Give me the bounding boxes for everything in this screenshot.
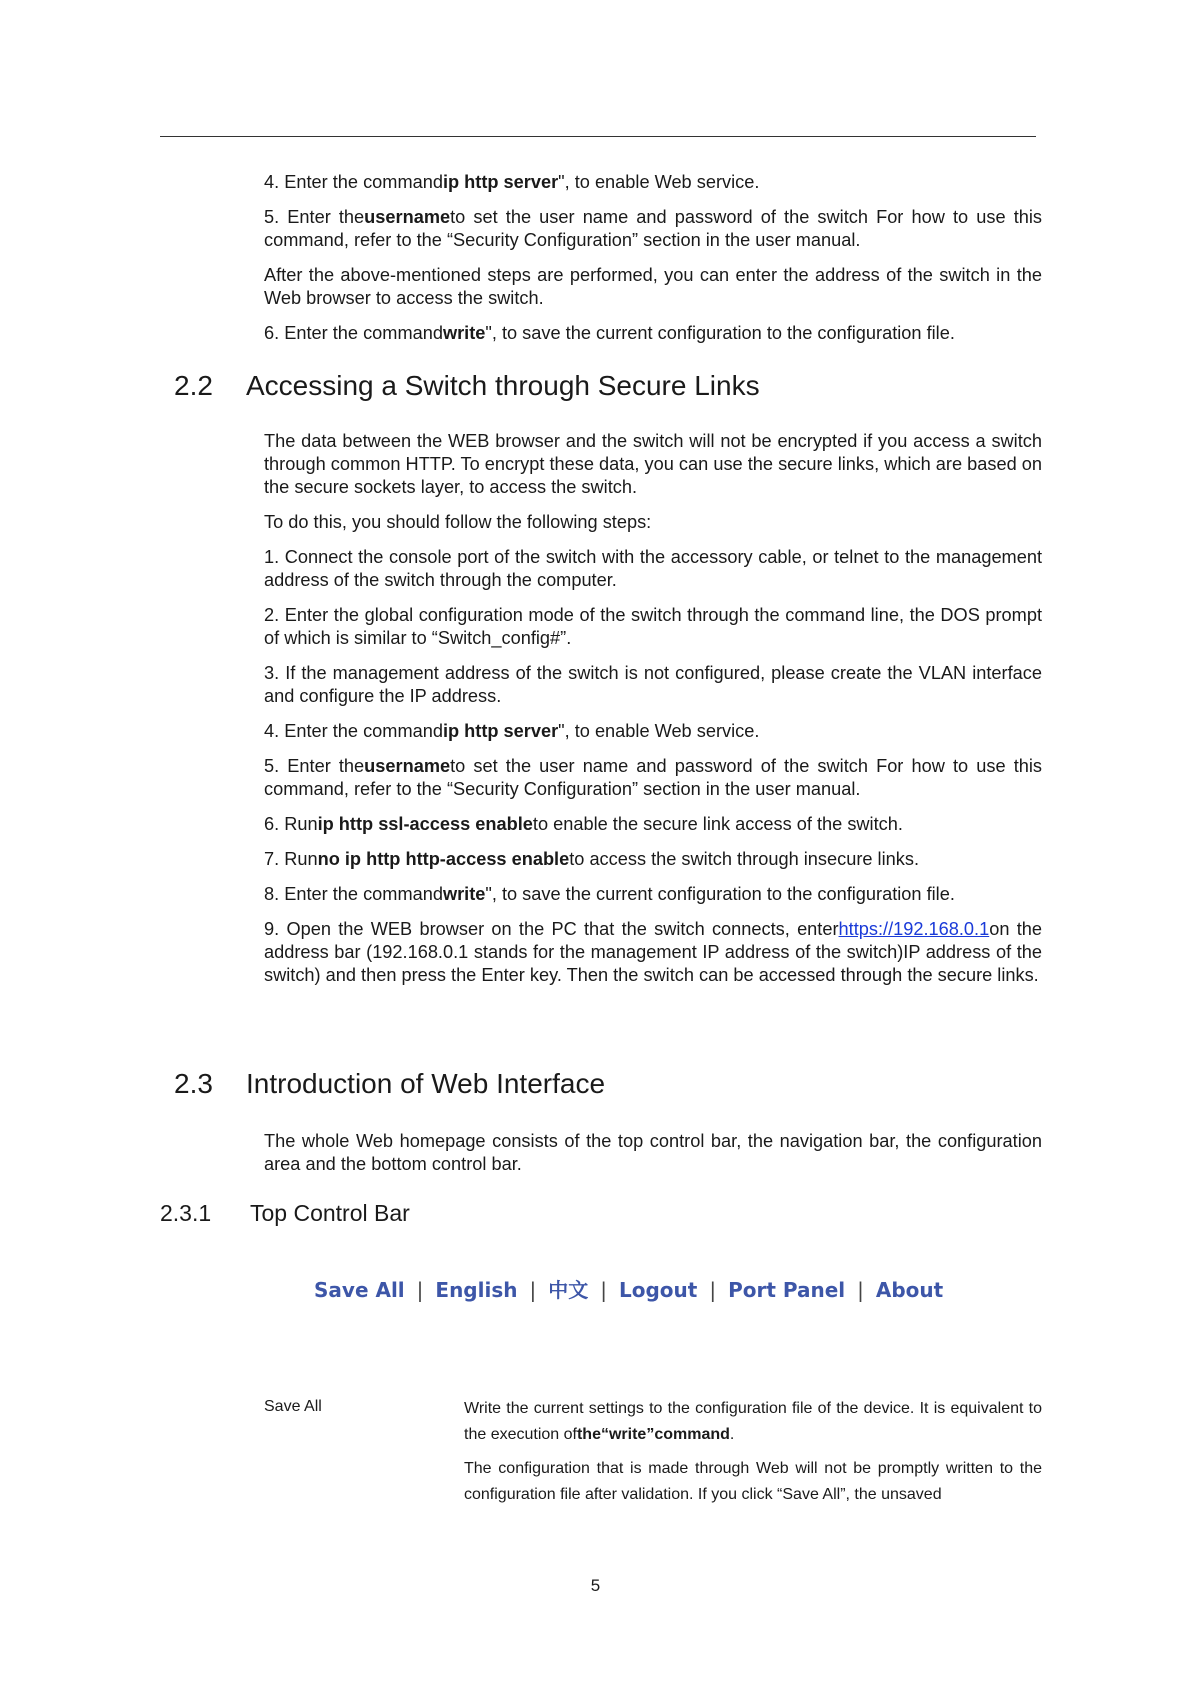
- section-2-2-intro: The data between the WEB browser and the switch will not be encrypted if you access a switch through common HTTP. To encrypt these data, you can use the secure links, which are based on the secure sockets layer, to access the switch.: [264, 431, 1042, 497]
- section-2-3-body: [264, 1130, 1042, 1188]
- after-steps-note: After the above-mentioned steps are performed, you can enter the address of the switch in the Web browser to access the switch.: [264, 265, 1042, 308]
- separator: |: [529, 1278, 537, 1302]
- definition-desc-1: Write the current settings to the configuration file of the device. It is equivalent to the execution ofthe“write”command.: [464, 1400, 1042, 1443]
- section-2-3-heading: 2.3 Introduction of Web Interface: [174, 1068, 606, 1099]
- header-rule: [160, 136, 1036, 137]
- section-2-2-heading: 2.2 Accessing a Switch through Secure Links: [174, 370, 760, 401]
- definition-desc-2: The configuration that is made through Web will not be promptly written to the configuration file after validation. If you click “Save All”, the unsaved: [464, 1460, 1042, 1503]
- step-write: 6. Enter the commandwrite", to save the current configuration to the configuration file.: [264, 323, 955, 343]
- separator: |: [600, 1278, 607, 1302]
- save-all-link[interactable]: Save All: [314, 1278, 405, 1302]
- top-control-bar: [314, 1274, 943, 1303]
- secure-step-2: 2. Enter the global configuration mode of the switch through the command line, the DOS prompt of which is similar to “Switch_config#”.: [264, 605, 1042, 648]
- step-username: 5. Enter theusernameto set the user name and password of the switch For how to use this command, refer to the “Security Configuration” section in the user manual.: [264, 207, 1043, 250]
- secure-step-5: 5. Enter theusernameto set the user name and password of the switch For how to use this command, refer to the “Security Configuration” section in the user manual.: [264, 756, 1043, 799]
- section-2-2-body: [264, 430, 1042, 999]
- english-link[interactable]: English: [435, 1278, 518, 1302]
- chinese-link[interactable]: 中文: [548, 1278, 589, 1302]
- port-panel-link[interactable]: Port Panel: [728, 1278, 846, 1302]
- step-enable-web: 4. Enter the commandip http server", to enable Web service.: [264, 172, 760, 192]
- separator: |: [416, 1278, 424, 1302]
- definition-description: [464, 1396, 1042, 1516]
- section-2-2-lead: To do this, you should follow the following steps:: [264, 512, 652, 532]
- separator: |: [709, 1278, 717, 1302]
- top-steps: [264, 171, 1042, 357]
- section-2-3-1-heading: 2.3.1 Top Control Bar: [160, 1200, 410, 1226]
- secure-step-7: 7. Runno ip http http-access enableto access the switch through insecure links.: [264, 849, 919, 869]
- about-link[interactable]: About: [875, 1278, 944, 1302]
- https-address-link[interactable]: https://192.168.0.1: [838, 919, 990, 939]
- section-2-3-intro: The whole Web homepage consists of the top control bar, the navigation bar, the configuration area and the bottom control bar.: [264, 1131, 1042, 1174]
- secure-step-3: 3. If the management address of the switch is not configured, please create the VLAN interface and configure the IP address.: [264, 663, 1042, 706]
- page-number: 5: [590, 1576, 601, 1595]
- secure-step-9: 9. Open the WEB browser on the PC that the switch connects, enterhttps://192.168.0.1on the address bar (192.168.0.1 stands for the management IP address of the switch)IP address of the switch) and then press the Enter key. Then the switch can be accessed through the secure links.: [264, 919, 1042, 985]
- separator: |: [857, 1278, 864, 1302]
- secure-step-1: 1. Connect the console port of the switch with the accessory cable, or telnet to the management address of the switch through the computer.: [264, 547, 1042, 590]
- logout-link[interactable]: Logout: [618, 1278, 698, 1302]
- secure-step-4: 4. Enter the commandip http server", to enable Web service.: [264, 721, 760, 741]
- secure-step-6: 6. Runip http ssl-access enableto enable the secure link access of the switch.: [264, 814, 903, 834]
- definition-term: Save All: [264, 1398, 322, 1415]
- secure-step-8: 8. Enter the commandwrite", to save the current configuration to the configuration file.: [264, 884, 955, 904]
